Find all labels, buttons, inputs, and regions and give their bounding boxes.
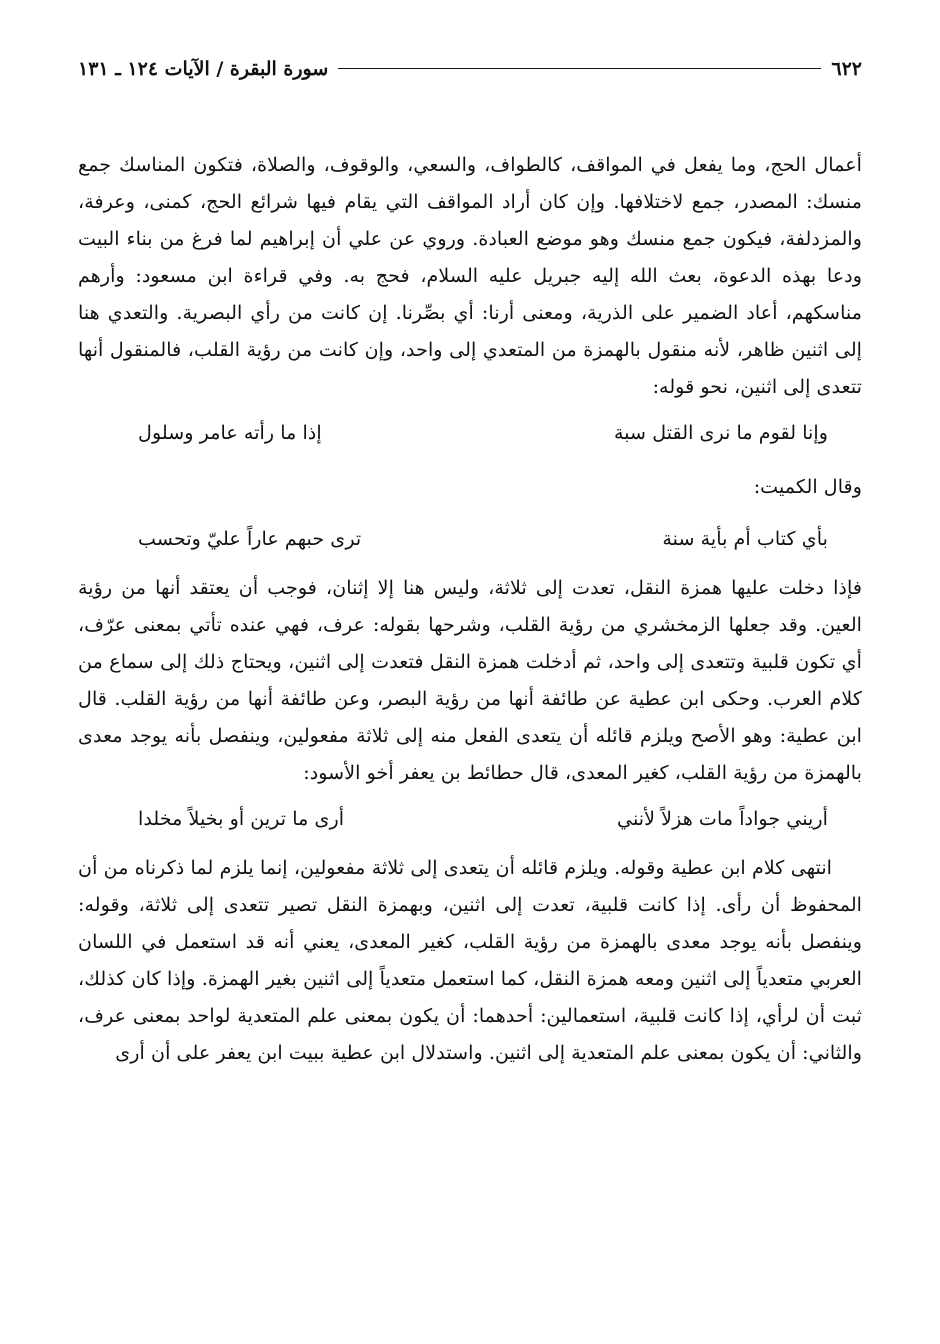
poetry-verse (138, 407, 828, 459)
verse-second-hemistich: إذا ما رأته عامر وسلول (138, 421, 322, 444)
verse-intro: وقال الكميت: (753, 475, 862, 498)
body-text (78, 146, 862, 1071)
header-rule (338, 68, 821, 69)
verse-first-hemistich: أريني جواداً مات هزلاً لأنني (617, 807, 828, 830)
verse-second-hemistich: أرى ما ترين أو بخيلاً مخلدا (138, 807, 345, 830)
running-title: سورة البقرة / الآيات ١٢٤ ـ ١٣١ (78, 58, 329, 80)
paragraph: أعمال الحج، وما يفعل في المواقف، كالطواف، والسعي، والوقوف، والصلاة، فتكون المناسك جمع منسك: المصدر، جمع لاختلافها. وإن كان أراد المواقف التي يقام فيها شرائع الحج، كمنى، وعرفة، والمزدلفة، فيكون جمع منسك وهو موضع العبادة. وروي عن علي أن إبراهيم لما فرغ من بناء البيت ودعا بهذه الدعوة، بعث الله إليه جبريل عليه السلام، فحج به. وفي قراءة ابن مسعود: وأرهم مناسكهم، أعاد الضمير على الذرية، ومعنى أرنا: أي بصِّرنا. إن كانت من رأي البصرية. والتعدي هنا إلى اثنين ظاهر، لأنه منقول بالهمزة من المتعدي إلى واحد، وإن كانت من رؤية القلب، فالمنقول أنها تتعدى إلى اثنين، نحو قوله: (78, 153, 862, 398)
poetry-verse (138, 513, 828, 565)
page-header (78, 58, 862, 98)
book-page (78, 58, 862, 1304)
paragraph: فإذا دخلت عليها همزة النقل، تعدت إلى ثلاثة، وليس هنا إلا إثنان، فوجب أن يعتقد أنها من رؤية العين. وقد جعلها الزمخشري من رؤية القلب، وشرحها بقوله: عرف، فهي عنده تأتي بمعنى عرّف، أي تكون قلبية وتتعدى إلى واحد، ثم أدخلت همزة النقل فتعدت إلى اثنين، ويحتاج ذلك إلى سماع من كلام العرب. وحكى ابن عطية عن طائفة أنها من رؤية البصر، وعن طائفة أنها من رؤية القلب. قال ابن عطية: وهو الأصح ويلزم قائله أن يتعدى الفعل منه إلى ثلاثة مفعولين، وينفصل بأنه يوجد معدى بالهمزة من رؤية القلب، كغير المعدى، قال حطائط بن يعفر أخو الأسود: (78, 576, 862, 784)
poetry-verse (138, 793, 828, 845)
page-number: ٦٢٢ (831, 58, 862, 80)
verse-second-hemistich: ترى حبهم عاراً عليّ وتحسب (138, 527, 362, 550)
verse-first-hemistich: وإنا لقوم ما نرى القتل سبة (613, 421, 828, 444)
verse-first-hemistich: بأي كتاب أم بأية سنة (662, 527, 828, 550)
paragraph: انتهى كلام ابن عطية وقوله. ويلزم قائله أن يتعدى إلى ثلاثة مفعولين، إنما يلزم لما ذكرناه من أن المحفوظ أن رأى. إذا كانت قلبية، تعدت إلى اثنين، وبهمزة النقل تصير تتعدى إلى ثلاثة، وقوله: وينفصل بأنه يوجد معدى بالهمزة من رؤية القلب، كغير المعدى، يعني أنه قد استعمل في اللسان العربي متعدياً إلى اثنين ومعه همزة النقل، كما استعمل متعدياً إلى اثنين بغير الهمزة. وإذا كان كذلك، ثبت أن لرأي، إذا كانت قلبية، استعمالين: أحدهما: أن يكون بمعنى علم المتعدية لواحد بمعنى عرف، والثاني: أن يكون بمعنى علم المتعدية إلى اثنين. واستدلال ابن عطية ببيت ابن يعفر على أن أرى (78, 856, 862, 1064)
